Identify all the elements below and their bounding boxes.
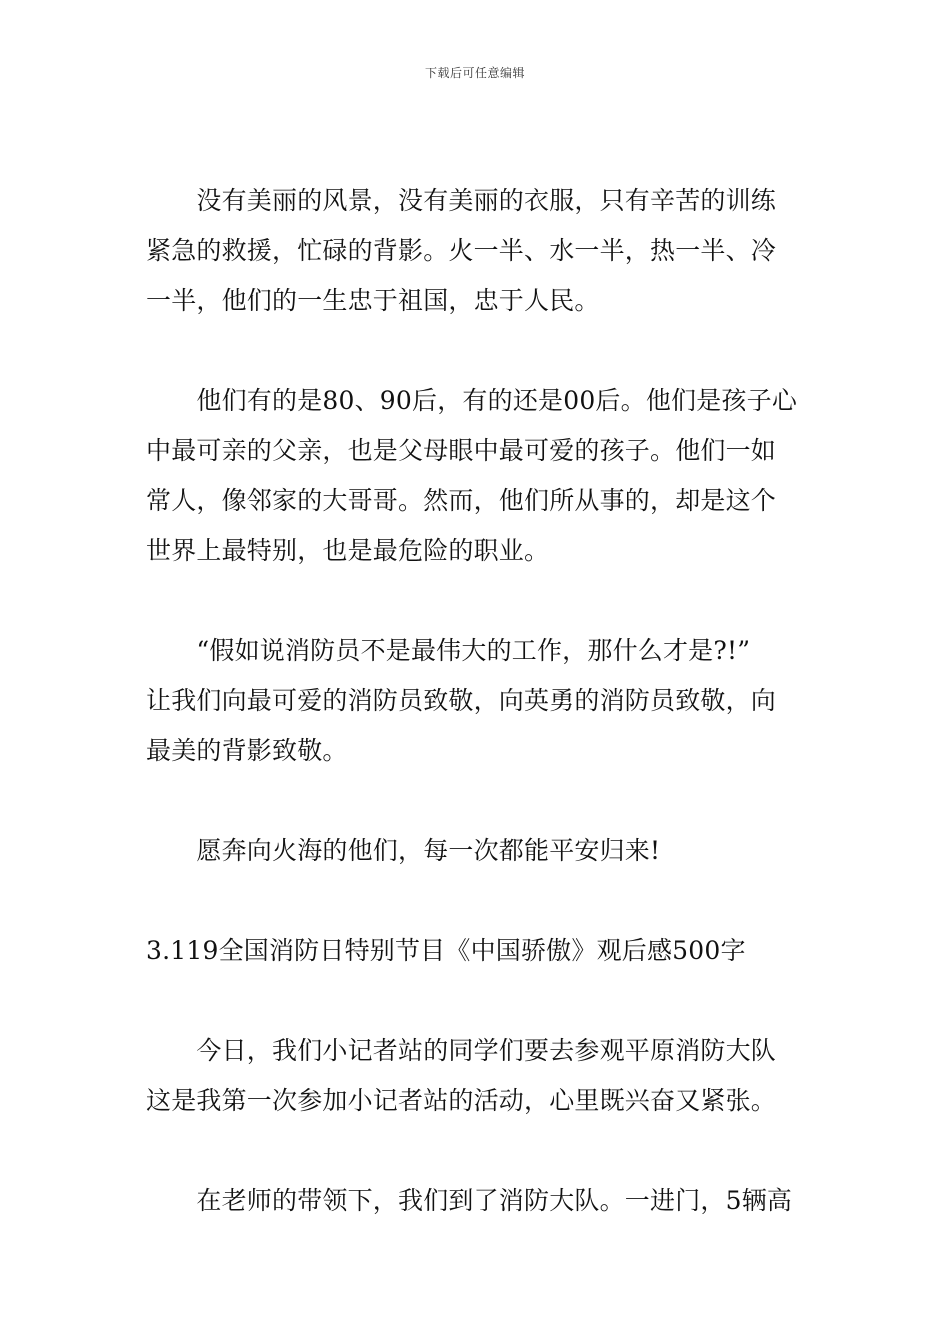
text-line: 他们有的是80、90后，有的还是00后。他们是孩子心 — [146, 386, 798, 415]
paragraph-4 — [146, 826, 806, 876]
page-header: 下载后可任意编辑 — [424, 66, 525, 80]
paragraph-1 — [146, 176, 806, 326]
text-line: 这是我第一次参加小记者站的活动，心里既兴奋又紧张。 — [146, 1086, 777, 1115]
paragraph-7 — [146, 1176, 806, 1226]
text-line: 中最可亲的父亲，也是父母眼中最可爱的孩子。他们一如 — [146, 436, 777, 465]
text-line: 一半，他们的一生忠于祖国，忠于人民。 — [146, 286, 600, 315]
paragraph-2 — [146, 376, 806, 576]
text-line: 世界上最特别，也是最危险的职业。 — [146, 536, 550, 565]
text-line: 让我们向最可爱的消防员致敬，向英勇的消防员致敬，向 — [146, 686, 777, 715]
heading-line: 3.119全国消防日特别节目《中国骄傲》观后感500字 — [146, 936, 746, 965]
text-line: 今日，我们小记者站的同学们要去参观平原消防大队 — [146, 1036, 777, 1065]
text-line: 在老师的带领下，我们到了消防大队。一进门，5辆高 — [146, 1186, 793, 1215]
text-line: “假如说消防员不是最伟大的工作，那什么才是?!” — [146, 636, 751, 665]
text-line: 没有美丽的风景，没有美丽的衣服，只有辛苦的训练 — [146, 186, 777, 215]
text-line: 最美的背影致敬。 — [146, 736, 348, 765]
text-line: 愿奔向火海的他们，每一次都能平安归来! — [146, 836, 661, 865]
text-line: 紧急的救援，忙碌的背影。火一半、水一半，热一半、冷 — [146, 236, 777, 265]
text-line: 常人，像邻家的大哥哥。然而，他们所从事的，却是这个 — [146, 486, 777, 515]
section-heading — [146, 926, 806, 976]
paragraph-3 — [146, 626, 806, 776]
paragraph-6 — [146, 1026, 806, 1126]
